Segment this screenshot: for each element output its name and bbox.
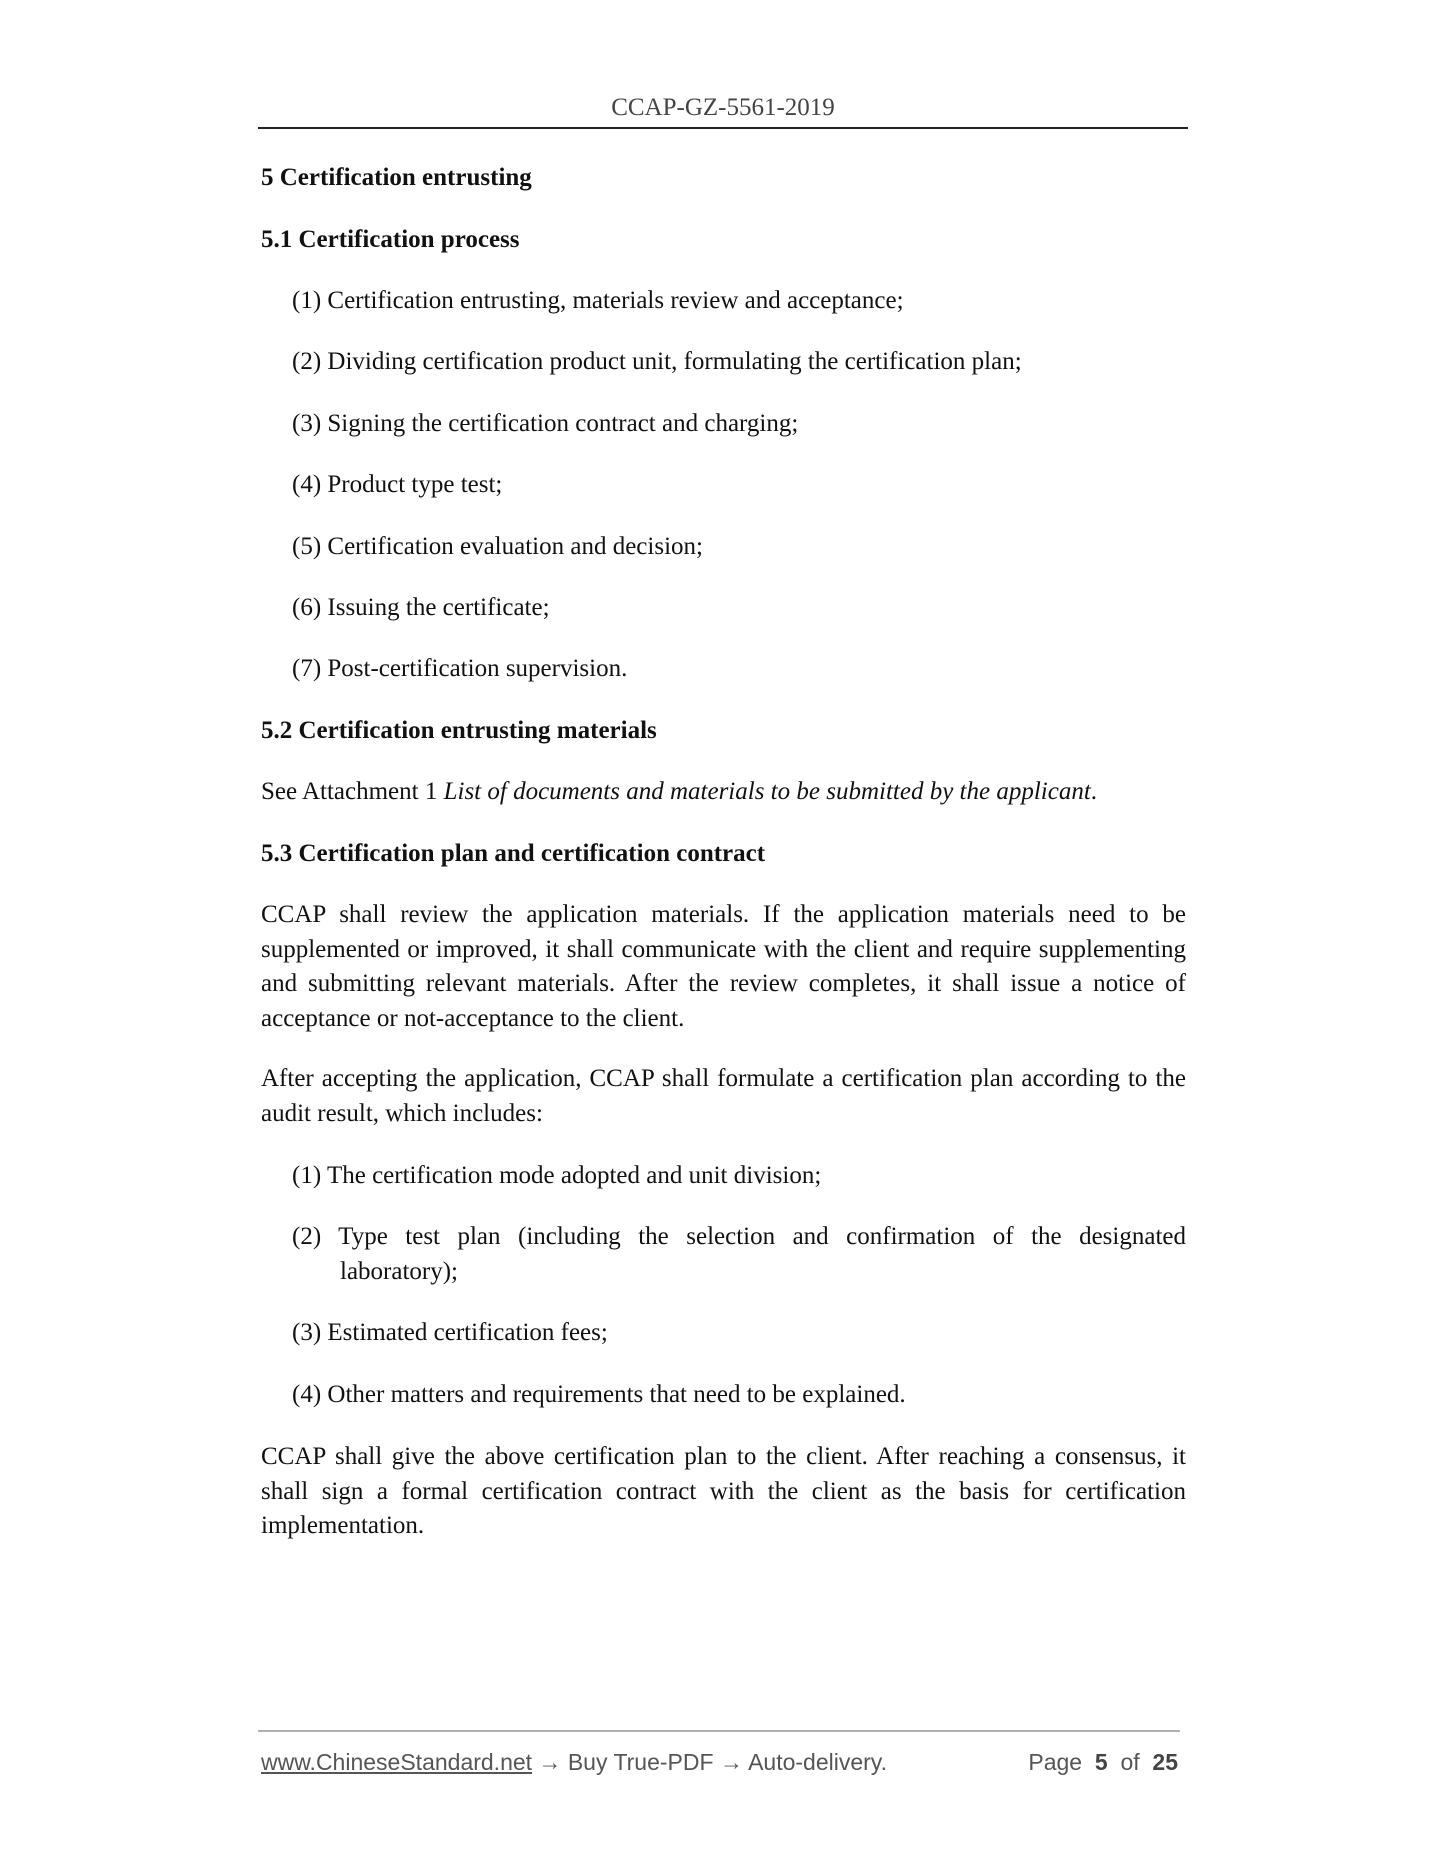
attachment-prefix: See Attachment 1	[261, 778, 444, 805]
arrow-right-icon: →	[538, 1749, 562, 1775]
list-item: (4) Other matters and requirements that need to be explained.	[292, 1381, 906, 1408]
page-total: 25	[1152, 1749, 1178, 1775]
list-item: (6) Issuing the certificate;	[292, 594, 550, 621]
section-5-2-heading: 5.2 Certification entrusting materials	[261, 717, 657, 744]
document-id-header: CCAP-GZ-5561-2019	[611, 94, 835, 121]
list-item: (4) Product type test;	[292, 471, 503, 498]
section-5-3-heading: 5.3 Certification plan and certification contract	[261, 840, 766, 867]
footer-divider	[258, 1730, 1180, 1732]
attachment-reference	[261, 775, 1186, 810]
list-item: (3) Signing the certification contract and charging;	[292, 410, 799, 437]
paragraph: CCAP shall give the above certification plan to the client. After reaching a consensus, it shall sign a formal certification contract with the client as the basis for certification implementation.	[261, 1443, 1186, 1540]
page-current: 5	[1094, 1749, 1108, 1775]
list-item: (1) The certification mode adopted and unit division;	[292, 1162, 822, 1189]
list-item: (3) Estimated certification fees;	[292, 1319, 608, 1346]
page-label: Page	[1028, 1749, 1083, 1775]
section-5-heading: 5 Certification entrusting	[261, 164, 532, 191]
paragraph: After accepting the application, CCAP shall formulate a certification plan according to the audit result, which includes:	[261, 1065, 1186, 1127]
header-divider	[258, 127, 1188, 129]
list-item: (1) Certification entrusting, materials review and acceptance;	[292, 287, 904, 314]
of-label: of	[1120, 1749, 1140, 1775]
list-item: (2) Dividing certification product unit, formulating the certification plan;	[292, 348, 1022, 375]
list-item: (7) Post-certification supervision.	[292, 655, 628, 682]
attachment-suffix: .	[1090, 778, 1098, 805]
footer-promo	[261, 1749, 887, 1776]
list-item: (2) Type test plan (including the selection and confirmation of the designated laboratory);	[292, 1223, 1186, 1285]
buy-text: Buy True-PDF	[567, 1749, 714, 1775]
auto-delivery-text: Auto-delivery.	[748, 1749, 887, 1775]
page-indicator	[1028, 1749, 1178, 1776]
paragraph: CCAP shall review the application materials. If the application materials need to be supplemented or improved, it shall communicate with the client and require supplementing and submitting relevant materials. After the review completes, it shall issue a notice of acceptance or not-acceptance to the client.	[261, 901, 1186, 1032]
attachment-title: List of documents and materials to be submitted by the applicant	[443, 778, 1091, 805]
section-5-1-heading: 5.1 Certification process	[261, 226, 520, 253]
website-link[interactable]: www.ChineseStandard.net	[261, 1749, 533, 1775]
list-item: (5) Certification evaluation and decision;	[292, 533, 703, 560]
arrow-right-icon: →	[719, 1749, 743, 1775]
